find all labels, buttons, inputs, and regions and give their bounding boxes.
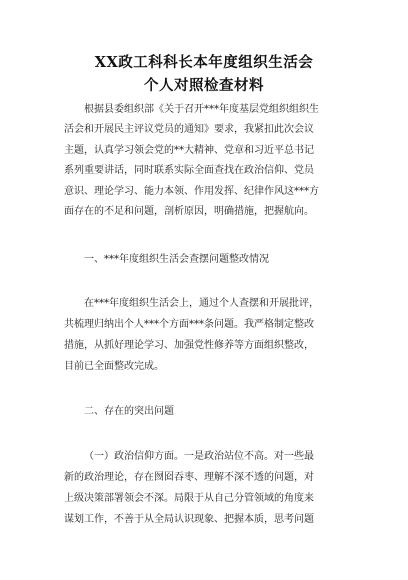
paragraph3-line: 新的政治理论，存在囫囵吞枣、理解不深不透的问题，对 bbox=[64, 472, 314, 483]
document-title-line2: 个人对照检查材料 bbox=[144, 77, 264, 94]
paragraph1-line: 根据县委组织部《关于召开***年度基层党组织组织生 bbox=[84, 104, 319, 115]
paragraph3-line: 谋划工作，不善于从全局认识现象、把握本质，思考问题 bbox=[64, 514, 314, 525]
paragraph2-line: 措施，从抓好理论学习、加强党性修养等方面组织整改， bbox=[64, 340, 314, 351]
paragraph2-line: 目前已全面整改完成。 bbox=[64, 361, 164, 372]
paragraph2-line: 在***年度组织生活会上，通过个人查摆和开展批评， bbox=[84, 298, 319, 309]
paragraph3-line: 上级决策部署领会不深。局限于从自己分管领域的角度来 bbox=[64, 493, 314, 504]
paragraph1-line: 活会和开展民主评议党员的通知》要求，我紧扣此次会议 bbox=[64, 124, 314, 135]
paragraph1-line: 主题，认真学习领会党的**大精神、党章和习近平总书记 bbox=[64, 145, 314, 156]
document-title-line1: XX政工科科长本年度组织生活会 bbox=[94, 54, 314, 71]
paragraph3-line: （一）政治信仰方面。一是政治站位不高。对一些最 bbox=[84, 451, 314, 462]
paragraph2-line: 共梳理归纳出个人***个方面***条问题。我严格制定整改 bbox=[64, 319, 314, 330]
section-heading-2: 二、存在的突出问题 bbox=[84, 406, 174, 417]
paragraph1-line: 系列重要讲话，同时联系实际全面查找在政治信仰、党员 bbox=[64, 165, 314, 176]
paragraph1-line: 意识、理论学习、能力本领、作用发挥、纪律作风这***方 bbox=[64, 186, 319, 197]
paragraph1-line: 面存在的不足和问题，剖析原因，明确措施，把握航向。 bbox=[64, 206, 314, 217]
section-heading-1: 一、***年度组织生活会查摆问题整改情况 bbox=[84, 254, 269, 265]
